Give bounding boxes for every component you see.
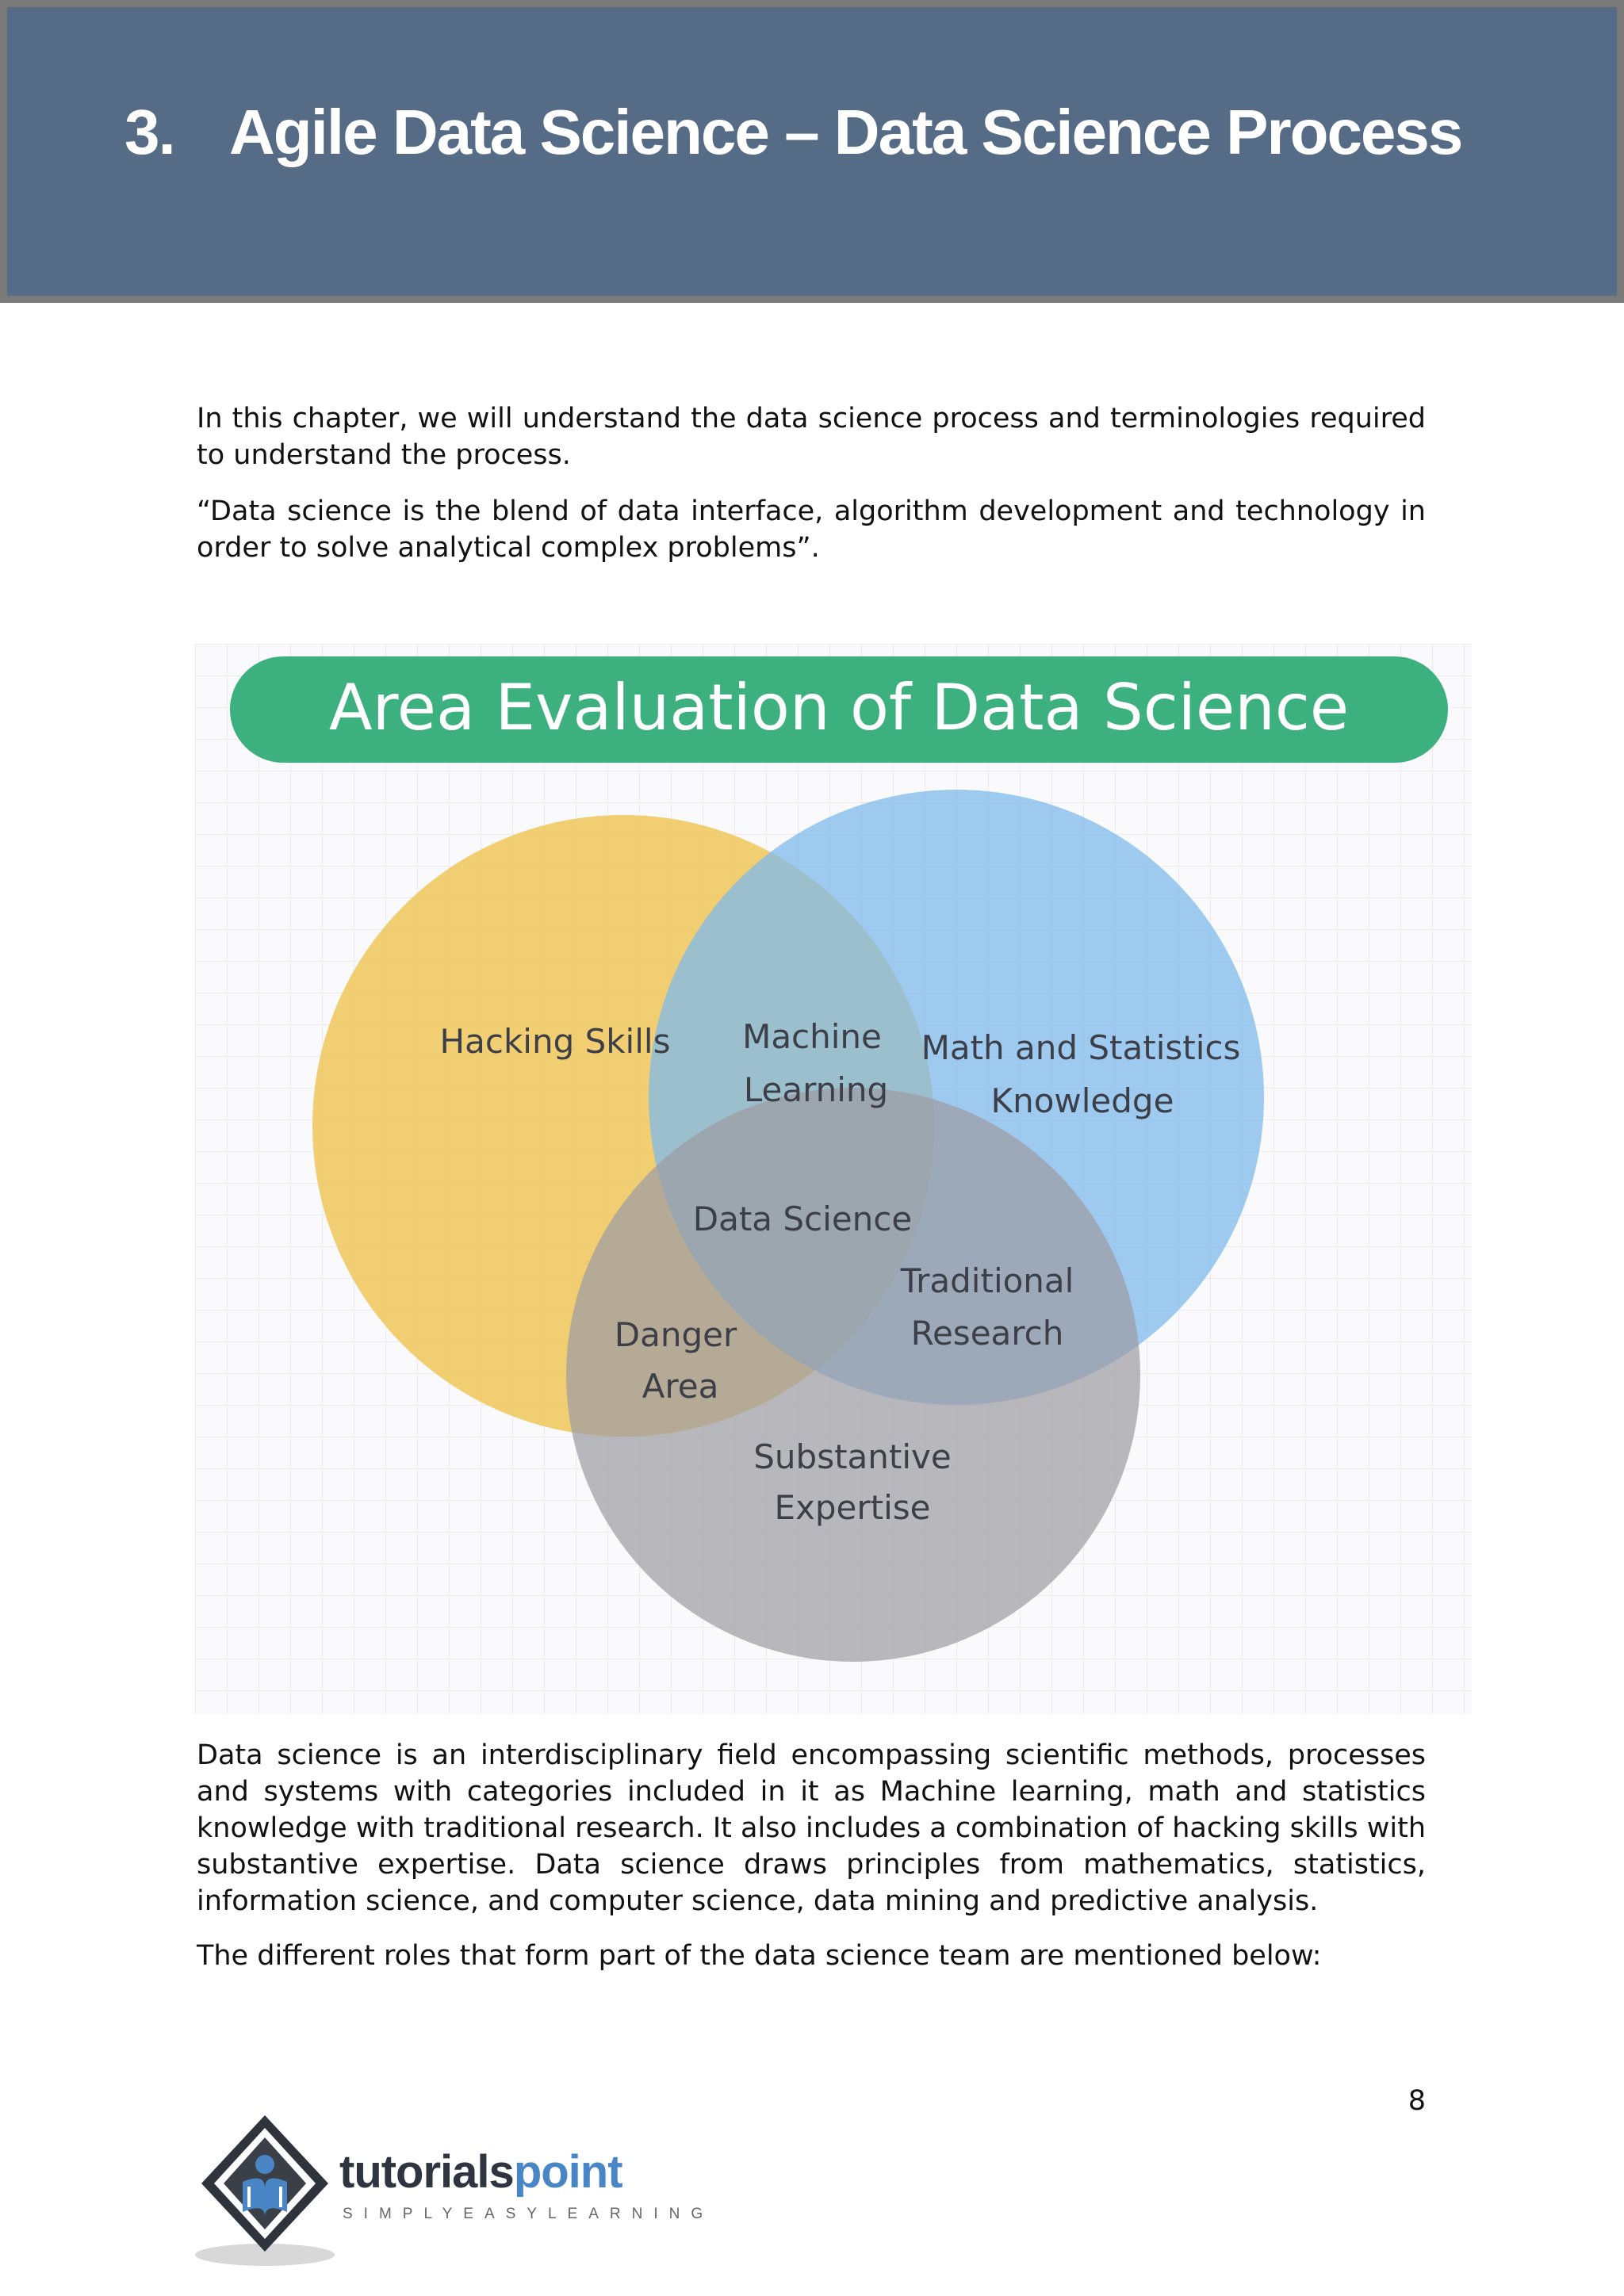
- chapter-title: [124, 96, 1461, 169]
- label-danger-area-line1: Danger: [614, 1315, 737, 1354]
- tutorialspoint-logo: [193, 2109, 714, 2271]
- label-substantive-expertise-line2: Expertise: [774, 1488, 931, 1527]
- label-hacking-skills: Hacking Skills: [439, 1022, 671, 1061]
- label-data-science: Data Science: [692, 1200, 913, 1238]
- logo-tagline: SIMPLYEASYLEARNING: [343, 2206, 714, 2222]
- chapter-title-text: Agile Data Science – Data Science Process: [229, 97, 1462, 167]
- label-machine-learning-line2: Learning: [743, 1070, 889, 1109]
- page-number: 8: [1408, 2085, 1426, 2117]
- label-traditional-research-line1: Traditional: [900, 1261, 1074, 1300]
- chapter-header-band: [0, 0, 1624, 303]
- venn-diagram-figure: [195, 644, 1472, 1714]
- logo-wordmark: tutorialspoint: [339, 2146, 622, 2198]
- body-paragraph: Data science is an interdisciplinary field encompassing scientific methods, processes and systems with categories included in it as Machine learning, math and statistics knowledge with traditional research. It also includes a combination of hacking skills with substantive expertise. Data science draws principles from mathematics, statistics, information science, and computer science, data mining and predictive analysis.: [197, 1739, 1426, 1917]
- label-danger-area-line2: Area: [642, 1367, 719, 1406]
- quote-paragraph: “Data science is the blend of data interface, algorithm development and technology in order to solve analytical complex problems”.: [197, 496, 1426, 564]
- label-traditional-research-line2: Research: [910, 1314, 1064, 1353]
- label-substantive-expertise-line1: Substantive: [753, 1437, 952, 1476]
- logo-diamond-icon: [193, 2109, 336, 2267]
- intro-paragraph: In this chapter, we will understand the data science process and terminologies required to understand the process.: [197, 403, 1426, 471]
- label-machine-learning-line1: Machine: [742, 1017, 882, 1056]
- roles-intro-paragraph: The different roles that form part of the data science team are mentioned below:: [197, 1940, 1322, 1972]
- venn-diagram: [195, 644, 1472, 1714]
- label-math-statistics-line2: Knowledge: [990, 1081, 1174, 1120]
- label-math-statistics-line1: Math and Statistics: [921, 1028, 1241, 1067]
- chapter-number: 3.: [124, 97, 174, 167]
- figure-title: Area Evaluation of Data Science: [328, 671, 1350, 744]
